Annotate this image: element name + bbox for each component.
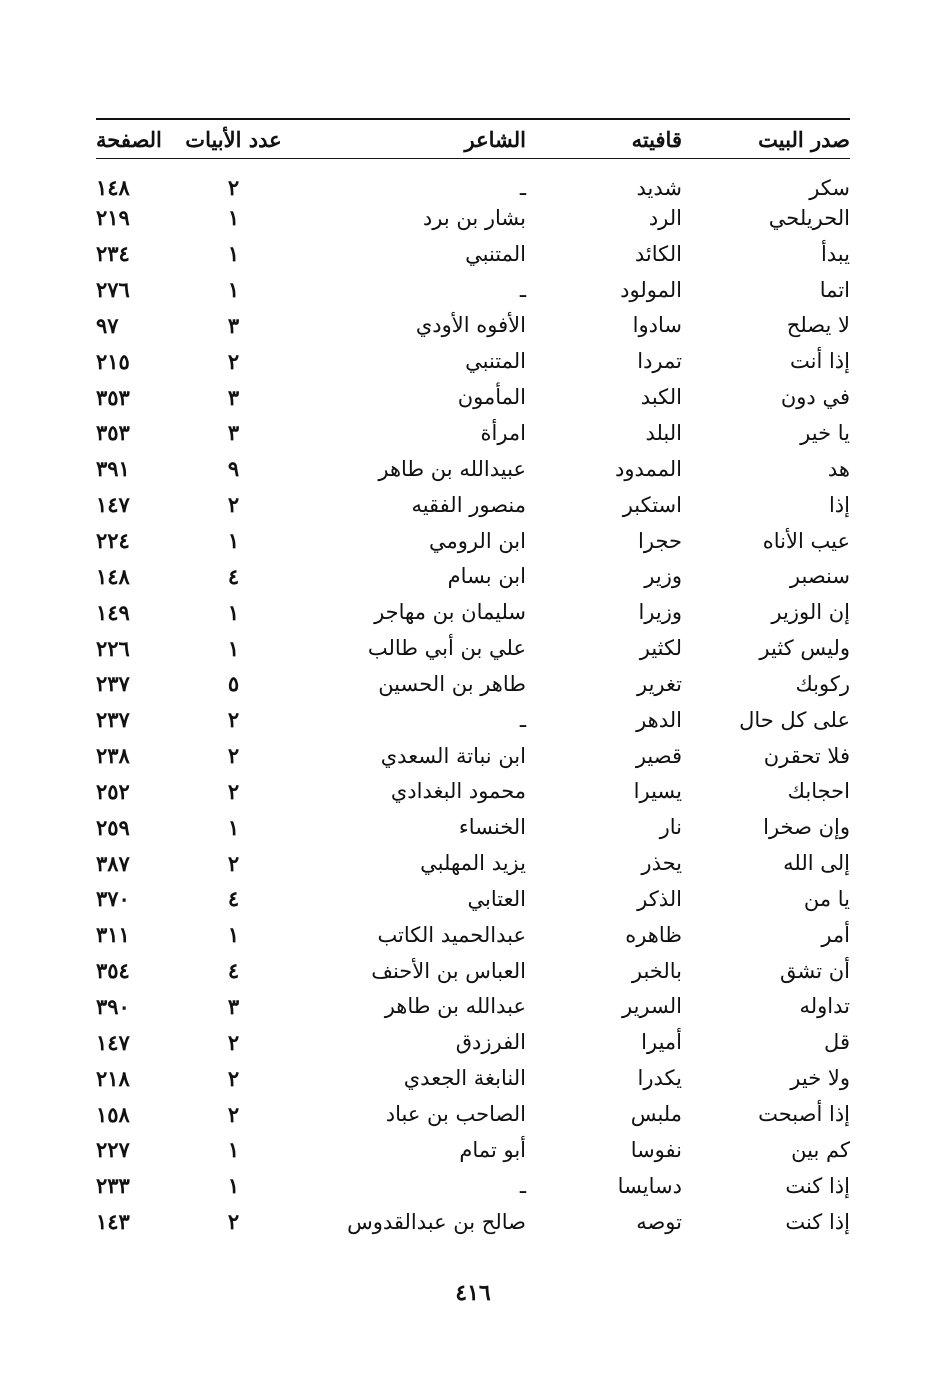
table-row [96, 738, 850, 774]
cell-poet: ابن الرومي [428, 528, 526, 553]
cell-page: ٢٢٦ [96, 635, 130, 661]
header-verse-start: صدر البيت [758, 126, 850, 152]
cell-verse-count: ٢ [227, 1029, 240, 1055]
cell-page: ٢١٩ [96, 205, 130, 231]
cell-page: ٣٥٤ [96, 958, 130, 984]
cell-rhyme: السرير [622, 994, 682, 1019]
cell-verse-start: إلى الله [783, 851, 850, 876]
cell-page: ٢٧٦ [96, 277, 130, 303]
cell-poet: الخنساء [458, 815, 526, 840]
cell-poet: طاهر بن الحسين [378, 671, 526, 696]
cell-verse-count: ٣ [227, 993, 240, 1019]
cell-verse-count: ٤ [227, 563, 240, 589]
table-row [96, 1096, 850, 1132]
cell-verse-count: ١ [227, 1137, 240, 1163]
cell-verse-count: ٢ [227, 348, 240, 374]
table-row [96, 1060, 850, 1096]
table-row [96, 953, 850, 989]
cell-rhyme: البلد [645, 420, 682, 445]
cell-verse-count: ١ [227, 205, 240, 231]
cell-poet: ـ [519, 175, 526, 200]
cell-rhyme: لكثير [639, 636, 682, 661]
cell-rhyme: تمردا [637, 349, 682, 374]
cell-rhyme: وزيرا [638, 600, 682, 625]
cell-page: ١٤٨ [96, 175, 130, 200]
cell-poet: النابغة الجعدي [403, 1066, 526, 1091]
table-row [96, 881, 850, 917]
cell-verse-count: ١ [227, 528, 240, 554]
cell-rhyme: يكدرا [637, 1066, 682, 1091]
cell-verse-start: هد [827, 456, 850, 481]
cell-verse-count: ١ [227, 599, 240, 625]
cell-rhyme: الكبد [640, 385, 682, 410]
cell-page: ٣٧٠ [96, 886, 130, 912]
table-row [96, 272, 850, 308]
cell-poet: العتابي [467, 886, 526, 911]
table-row [96, 558, 850, 594]
cell-verse-count: ٢ [227, 743, 240, 769]
cell-verse-start: اتما [819, 277, 850, 302]
cell-page: ٢٥٩ [96, 814, 130, 840]
table-row [96, 487, 850, 523]
header-rhyme: قافيته [631, 126, 682, 152]
cell-verse-count: ٢ [227, 492, 240, 518]
cell-poet: المأمون [457, 385, 526, 410]
cell-verse-count: ٢ [227, 1065, 240, 1091]
cell-poet: الأفوه الأودي [415, 313, 526, 338]
cell-verse-count: ٢ [227, 1101, 240, 1127]
cell-rhyme: الكائد [634, 241, 682, 266]
cell-poet: منصور الفقيه [411, 492, 526, 517]
table-row [96, 774, 850, 810]
cell-poet: محمود البغدادي [390, 779, 526, 804]
cell-verse-start: إذا كنت [785, 1173, 850, 1198]
cell-page: ٢٣٤ [96, 241, 130, 267]
cell-verse-count: ٢ [227, 1209, 240, 1235]
cell-rhyme: تغرير [637, 671, 682, 696]
cell-page: ٣٥٣ [96, 420, 130, 446]
cell-rhyme: ظاهره [625, 922, 682, 947]
table-row [96, 845, 850, 881]
cell-poet: ابن بسام [447, 564, 526, 589]
table-row [96, 523, 850, 559]
table-row [96, 1204, 850, 1240]
table-row [96, 379, 850, 415]
table-row [96, 200, 850, 236]
cell-rhyme: استكبر [622, 492, 682, 517]
cell-poet: ـ [519, 1173, 526, 1198]
cell-verse-start: لا يصلح [786, 313, 850, 338]
header-row [96, 119, 850, 159]
cell-verse-start: فلا تحقرن [763, 743, 850, 768]
cell-rhyme: نفوسا [630, 1137, 682, 1162]
cell-page: ٢٢٤ [96, 528, 130, 554]
cell-verse-start: تداوله [799, 994, 850, 1019]
cell-page: ١٤٧ [96, 492, 130, 518]
table-row [96, 809, 850, 845]
cell-poet: امرأة [480, 420, 526, 445]
cell-rhyme: أميرا [641, 1030, 682, 1055]
cell-verse-count: ٣ [227, 420, 240, 446]
cell-verse-start: سكر [809, 175, 850, 200]
table-row [96, 415, 850, 451]
cell-page: ٢١٥ [96, 348, 130, 374]
cell-verse-start: عيب الأناه [762, 528, 850, 553]
cell-verse-start: يا خير [800, 420, 850, 445]
cell-verse-start: الحريلحي [768, 205, 850, 230]
cell-rhyme: الدهر [636, 707, 682, 732]
cell-verse-count: ٢ [227, 175, 240, 200]
cell-rhyme: المولود [620, 277, 682, 302]
table-row [96, 702, 850, 738]
cell-rhyme: الرد [648, 205, 682, 230]
table-row [96, 917, 850, 953]
header-page: الصفحة [96, 126, 162, 152]
header-verse-count: عدد الأبيات [185, 126, 282, 152]
cell-poet: علي بن أبي طالب [367, 636, 526, 661]
cell-page: ٣١١ [96, 922, 130, 948]
cell-poet: بشار بن برد [422, 205, 526, 230]
cell-poet: يزيد المهلبي [420, 851, 526, 876]
cell-verse-count: ١ [227, 635, 240, 661]
cell-verse-count: ٤ [227, 958, 240, 984]
cell-page: ١٤٨ [96, 563, 130, 589]
page-number: ٤١٦ [455, 1280, 491, 1306]
table-row [96, 989, 850, 1025]
table-row [96, 308, 850, 344]
table-row [96, 159, 850, 201]
cell-rhyme: سادوا [632, 313, 682, 338]
table-row [96, 666, 850, 702]
cell-poet: المتنبي [465, 349, 526, 374]
cell-poet: الصاحب بن عباد [385, 1102, 526, 1127]
cell-verse-start: أمر [821, 922, 850, 947]
cell-verse-count: ٣ [227, 312, 240, 338]
table-row [96, 1024, 850, 1060]
table-row [96, 594, 850, 630]
cell-rhyme: وزير [644, 564, 682, 589]
cell-poet: الفرزدق [455, 1030, 526, 1055]
cell-verse-start: ركوبك [795, 671, 850, 696]
cell-verse-start: في دون [780, 385, 850, 410]
cell-rhyme: شديد [636, 175, 682, 200]
cell-page: ٢٢٧ [96, 1137, 130, 1163]
cell-poet: العباس بن الأحنف [371, 958, 526, 983]
cell-verse-start: سنصبر [789, 564, 850, 589]
cell-verse-start: إن الوزير [771, 600, 850, 625]
cell-verse-count: ٩ [227, 456, 240, 482]
cell-verse-start: وليس كثير [759, 636, 850, 661]
cell-rhyme: ملبس [630, 1102, 682, 1127]
cell-rhyme: الممدود [614, 456, 682, 481]
cell-verse-start: احجابك [787, 779, 850, 804]
cell-rhyme: نار [659, 815, 682, 840]
cell-verse-start: ولا خير [790, 1066, 850, 1091]
cell-page: ٢٣٣ [96, 1173, 130, 1199]
cell-verse-count: ١ [227, 277, 240, 303]
cell-poet: عبدالحميد الكاتب [377, 922, 526, 947]
cell-poet: ـ [519, 277, 526, 302]
cell-verse-count: ٤ [227, 886, 240, 912]
cell-page: ٩٧ [96, 312, 119, 338]
cell-rhyme: توصه [636, 1209, 682, 1234]
cell-page: ٣٩٠ [96, 993, 130, 1019]
cell-page: ٢٣٧ [96, 671, 130, 697]
verse-index-table [96, 118, 850, 1239]
cell-verse-count: ٢ [227, 778, 240, 804]
cell-page: ١٥٨ [96, 1101, 130, 1127]
cell-verse-count: ١ [227, 922, 240, 948]
table-row [96, 1168, 850, 1204]
cell-verse-count: ١ [227, 241, 240, 267]
cell-verse-start: إذا أنت [790, 349, 850, 374]
cell-poet: صالح بن عبدالقدوس [347, 1209, 526, 1234]
table-header [96, 119, 850, 159]
cell-poet: سليمان بن مهاجر [374, 600, 526, 625]
cell-poet: ابن نباتة السعدي [380, 743, 526, 768]
cell-rhyme: بالخبر [631, 958, 682, 983]
cell-verse-start: إذا أصبحت [758, 1102, 850, 1127]
cell-page: ١٤٩ [96, 599, 130, 625]
cell-rhyme: حجرا [638, 528, 682, 553]
cell-verse-count: ١ [227, 814, 240, 840]
cell-rhyme: يحذر [641, 851, 682, 876]
cell-verse-start: كم بين [791, 1137, 850, 1162]
cell-page: ٣٩١ [96, 456, 130, 482]
cell-page: ٢٣٧ [96, 707, 130, 733]
cell-verse-start: يبدأ [820, 241, 850, 266]
table-row [96, 236, 850, 272]
cell-verse-start: قل [824, 1030, 850, 1055]
cell-verse-start: وإن صخرا [763, 815, 850, 840]
cell-verse-start: إذا [828, 492, 850, 517]
cell-page: ٣٥٣ [96, 384, 130, 410]
cell-poet: أبو تمام [459, 1137, 526, 1162]
cell-poet: المتنبي [465, 241, 526, 266]
cell-page: ٣٨٧ [96, 850, 130, 876]
cell-verse-count: ١ [227, 1173, 240, 1199]
cell-verse-count: ٥ [227, 671, 240, 697]
cell-page: ٢١٨ [96, 1065, 130, 1091]
table-row [96, 630, 850, 666]
cell-poet: عبدالله بن طاهر [384, 994, 526, 1019]
cell-page: ١٤٣ [96, 1209, 130, 1235]
cell-rhyme: يسيرا [633, 779, 682, 804]
cell-page: ٢٥٢ [96, 778, 130, 804]
cell-poet: ـ [519, 707, 526, 732]
table-row [96, 343, 850, 379]
cell-verse-start: يا من [803, 886, 850, 911]
header-poet: الشاعر [464, 126, 526, 152]
cell-page: ١٤٧ [96, 1029, 130, 1055]
table-row [96, 1132, 850, 1168]
cell-rhyme: دسايسا [617, 1173, 682, 1198]
cell-rhyme: قصير [635, 743, 682, 768]
cell-verse-count: ٢ [227, 850, 240, 876]
cell-verse-count: ٢ [227, 707, 240, 733]
table-row [96, 451, 850, 487]
cell-verse-count: ٣ [227, 384, 240, 410]
cell-verse-start: على كل حال [739, 707, 850, 732]
cell-page: ٢٣٨ [96, 743, 130, 769]
cell-rhyme: الذكر [637, 886, 682, 911]
cell-verse-start: أن تشق [779, 958, 850, 983]
table-body [96, 159, 850, 1240]
cell-verse-start: إذا كنت [785, 1209, 850, 1234]
cell-poet: عبيدالله بن طاهر [378, 456, 526, 481]
